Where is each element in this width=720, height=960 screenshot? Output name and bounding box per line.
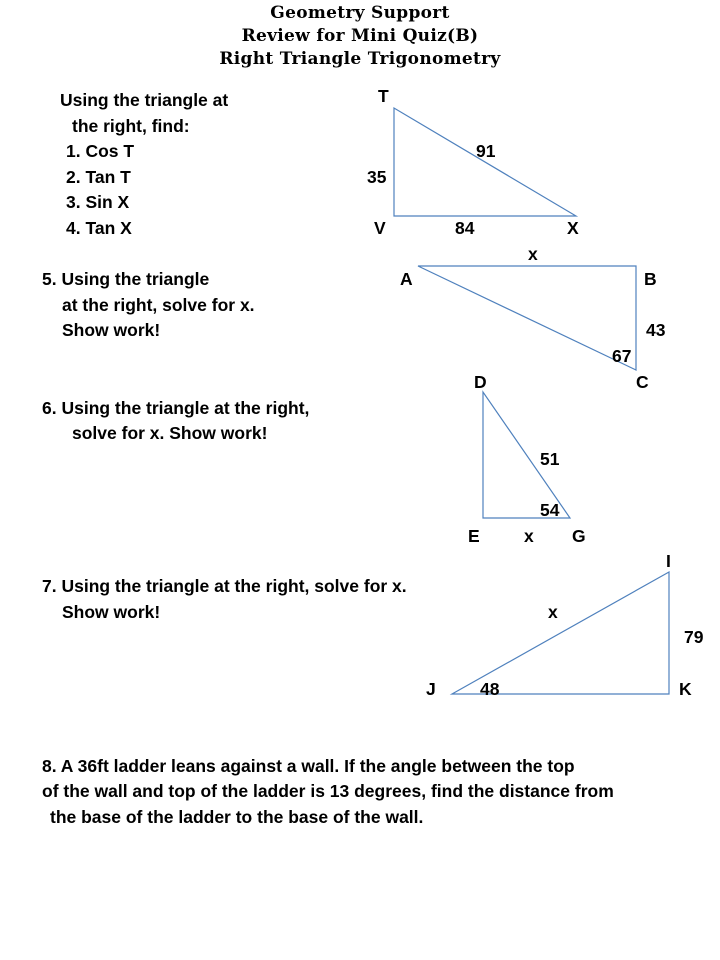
question-2: 2. Tan T (66, 167, 131, 187)
vertex-t: T (378, 86, 389, 106)
q8-line1: 8. A 36ft ladder leans against a wall. If the angle between the top (42, 756, 575, 776)
abc-angle-label: 67 (612, 346, 632, 366)
question-4: 4. Tan X (66, 218, 132, 238)
q7-line2: Show work! (62, 602, 161, 622)
vertex-e: E (468, 526, 480, 546)
triangle-ijk (452, 572, 669, 694)
question-1: 1. Cos T (66, 141, 135, 161)
q8-line3: the base of the ladder to the base of the wall. (50, 807, 424, 827)
vertex-v: V (374, 218, 386, 238)
vertex-j: J (426, 679, 436, 699)
q1-intro-line1: Using the triangle at (60, 90, 229, 110)
tvx-hypotenuse-label: 91 (476, 141, 496, 161)
q5-line2: at the right, solve for x. (62, 295, 255, 315)
q8-line2: of the wall and top of the ladder is 13 degrees, find the distance from (42, 781, 614, 801)
title-line-3: Right Triangle Trigonometry (219, 49, 501, 69)
vertex-a: A (400, 269, 413, 289)
q7-line1: 7. Using the triangle at the right, solve for x. (42, 576, 407, 596)
deg-base-label: x (524, 526, 534, 546)
q6-line1: 6. Using the triangle at the right, (42, 398, 310, 418)
vertex-b: B (644, 269, 657, 289)
vertex-i: I (666, 551, 671, 571)
question-3: 3. Sin X (66, 192, 130, 212)
tvx-leg-vx-label: 84 (455, 218, 475, 238)
tvx-leg-tv-label: 35 (367, 167, 387, 187)
abc-side-bc-label: 43 (646, 320, 666, 340)
vertex-d: D (474, 372, 487, 392)
q6-line2: solve for x. Show work! (72, 423, 268, 443)
abc-side-ab-label: x (528, 244, 538, 264)
vertex-k: K (679, 679, 692, 699)
deg-angle-label: 54 (540, 500, 560, 520)
ijk-angle-label: 48 (480, 679, 500, 699)
q5-line1: 5. Using the triangle (42, 269, 210, 289)
title-line-2: Review for Mini Quiz(B) (241, 26, 479, 46)
q5-line3: Show work! (62, 320, 161, 340)
ijk-side-ik-label: 79 (684, 627, 704, 647)
ijk-hypotenuse-label: x (548, 602, 558, 622)
q1-intro-line2: the right, find: (72, 116, 190, 136)
vertex-x: X (567, 218, 579, 238)
vertex-c: C (636, 372, 649, 392)
vertex-g: G (572, 526, 586, 546)
title-line-1: Geometry Support (270, 3, 450, 23)
deg-hypotenuse-label: 51 (540, 449, 560, 469)
